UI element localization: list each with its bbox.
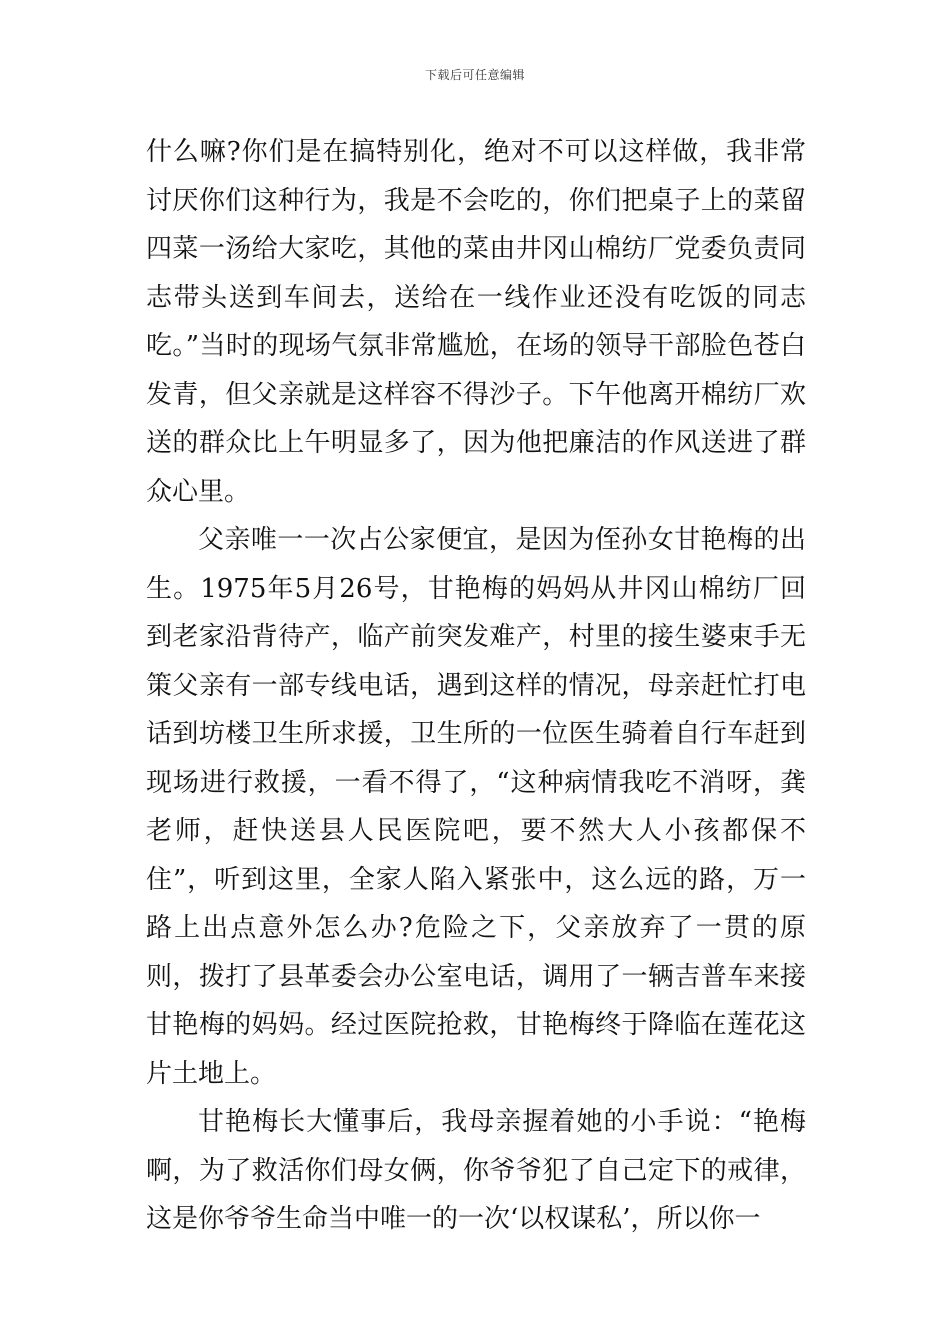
paragraph-2: 父亲唯一一次占公家便宜，是因为侄孙女甘艳梅的出生。1975年5月26号，甘艳梅的妈妈从井冈山棉纺厂回到老家沿背待产，临产前突发难产，村里的接生婆束手无策父亲有一部专线电话，遇到这样的情况，母亲赶忙打电话到坊楼卫生所求援，卫生所的一位医生骑着自行车赶到现场进行救援，一看不得了，“这种病情我吃不消呀，龚老师，赶快送县人民医院吧，要不然大人小孩都保不住”，听到这里，全家人陷入紧张中，这么远的路，万一路上出点意外怎么办?危险之下，父亲放弃了一贯的原则，拨打了县革委会办公室电话，调用了一辆吉普车来接甘艳梅的妈妈。经过医院抢救，甘艳梅终于降临在莲花这片土地上。 <box>146 525 806 1089</box>
page-header: 下载后可任意编辑 <box>424 68 525 82</box>
paragraph-1: 什么嘛?你们是在搞特别化，绝对不可以这样做，我非常讨厌你们这种行为，我是不会吃的，你们把桌子上的菜留四菜一汤给大家吃，其他的菜由井冈山棉纺厂党委负责同志带头送到车间去，送给在一线作业还没有吃饭的同志吃。”当时的现场气氛非常尴尬，在场的领导干部脸色苍白发青，但父亲就是这样容不得沙子。下午他离开棉纺厂欢送的群众比上午明显多了，因为他把廉洁的作风送进了群众心里。 <box>146 137 806 507</box>
paragraph-3: 甘艳梅长大懂事后，我母亲握着她的小手说：“艳梅啊，为了救活你们母女俩，你爷爷犯了自己定下的戒律，这是你爷爷生命当中唯一的一次‘以权谋私’，所以你一 <box>146 1107 806 1234</box>
document-body <box>146 128 806 1244</box>
